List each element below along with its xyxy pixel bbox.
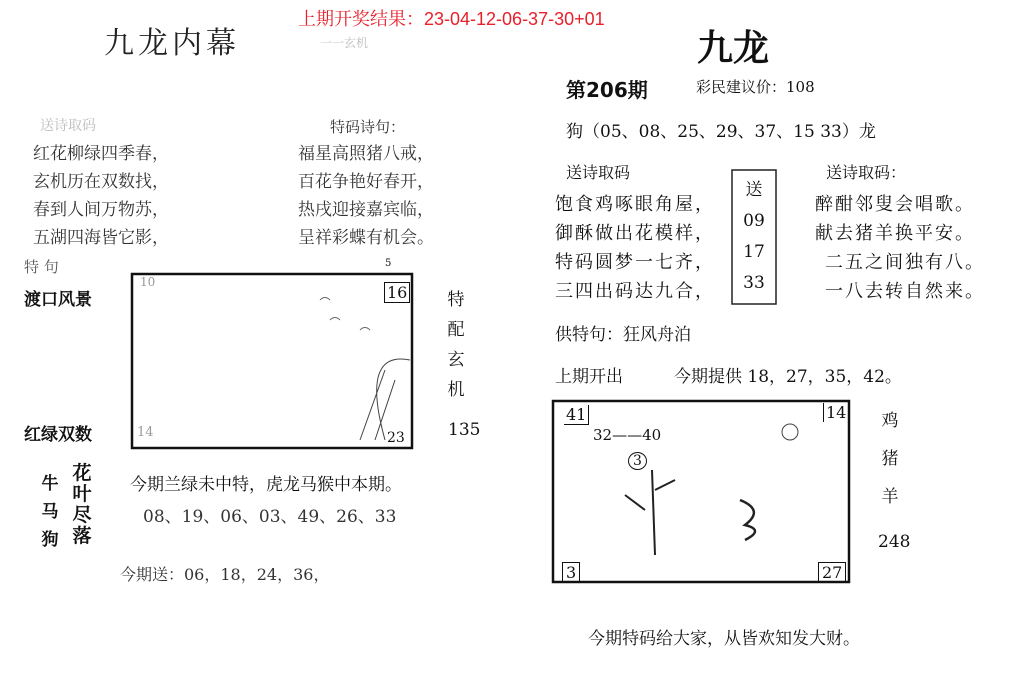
corner-bottom-left: 14 <box>137 425 154 440</box>
footer-line: 今期特码给大家，从皆欢知发大财。 <box>588 629 860 649</box>
char: 机 <box>447 380 465 400</box>
left-line1: 今期兰绿未中特，虎龙马猴中本期。 <box>130 475 402 495</box>
poem-line: 五湖四海皆它影， <box>33 228 169 248</box>
poem-line: 饱食鸡啄眼角屋， <box>555 194 715 215</box>
char: 叶 <box>72 483 92 505</box>
provide-line: 今期提供 18，27，35，42。 <box>674 367 902 387</box>
left-title: 九龙内幕 <box>104 26 240 61</box>
right-side-vertical <box>880 402 900 516</box>
char: 配 <box>447 320 465 340</box>
send-number: 17 <box>743 242 765 262</box>
char: 花 <box>72 462 92 484</box>
char: 牛 <box>41 474 59 494</box>
right-title: 九龙 <box>697 27 770 69</box>
poem-line: 红花柳绿四季春， <box>33 144 169 164</box>
poem-line: 百花争艳好春开， <box>298 172 434 192</box>
poem-line: 御酥做出花模样， <box>555 223 715 244</box>
right-poem-a <box>555 190 715 306</box>
poem-line: 二五之间独有八。 <box>825 252 985 273</box>
circle-number: 3 <box>628 452 647 470</box>
right-poem-right-title: 送诗取码： <box>826 163 907 182</box>
special-title: 特 句 <box>24 258 59 276</box>
range-label: 32——40 <box>593 426 662 444</box>
left-side-vertical <box>446 285 466 405</box>
right-poem-b <box>815 190 985 306</box>
send-label: 送 <box>745 180 763 200</box>
poem-line: 一八去转自然来。 <box>825 281 985 302</box>
char: 马 <box>41 502 59 522</box>
left-poem-title: 送诗取码 <box>40 118 96 134</box>
right-poem-title: 送诗取码 <box>566 163 631 182</box>
issue-number: 第206期 <box>566 78 648 102</box>
numbers-line: 狗（05、08、25、29、37、15 33）龙 <box>566 122 876 142</box>
send-number: 09 <box>743 211 765 231</box>
last-result: 上期开奖结果：23-04-12-06-37-30+01 <box>298 9 605 29</box>
left-subtitle: 一一玄机 <box>320 36 369 50</box>
corner-top-left: 41 <box>564 405 589 425</box>
last-out: 上期开出 <box>555 367 623 387</box>
send-number: 33 <box>743 273 765 293</box>
poem-line: 献去猪羊换平安。 <box>815 223 975 244</box>
corner-bottom-right: 23 <box>387 430 405 446</box>
poem-line: 呈祥彩蝶有机会。 <box>298 228 434 248</box>
poem-line: 春到人间万物苏， <box>33 200 169 220</box>
right-side-number: 248 <box>878 532 911 552</box>
poem-line: 热戌迎接嘉宾临， <box>298 200 434 220</box>
corner-top-mark: 5 <box>385 258 392 269</box>
left-poem-right-title: 特码诗句： <box>330 118 406 136</box>
char: 猪 <box>881 449 899 469</box>
poem-line: 三四出码达九合， <box>555 281 715 302</box>
char: 羊 <box>881 487 899 507</box>
char: 玄 <box>447 350 465 370</box>
poem-line: 醉酣邻叟会唱歌。 <box>815 194 975 215</box>
poem-line: 玄机历在双数找， <box>33 172 169 192</box>
char: 尽 <box>72 504 92 526</box>
corner-top-right: 16 <box>384 282 410 303</box>
zodiac-column <box>40 470 60 554</box>
poem-line: 特码圆梦一七齐， <box>555 252 715 273</box>
send-box <box>732 175 776 299</box>
corner-bottom-right: 27 <box>818 562 846 583</box>
flower-column <box>72 463 92 547</box>
char: 鸡 <box>881 411 899 431</box>
char: 落 <box>72 525 92 547</box>
left-side-number: 135 <box>448 420 481 440</box>
corner-top-left: 10 <box>140 275 156 289</box>
poem-line: 福星高照猪八戒， <box>298 144 434 164</box>
left-line2: 08、19、06、03、49、26、33 <box>143 507 397 527</box>
special-phrase: 渡口风景 <box>24 290 92 310</box>
red-green: 红绿双数 <box>24 425 92 445</box>
char: 特 <box>447 290 465 310</box>
corner-bottom-left: 3 <box>562 562 580 583</box>
char: 狗 <box>41 530 59 550</box>
price: 彩民建议价：108 <box>696 78 815 96</box>
corner-top-right: 14 <box>823 403 848 422</box>
left-line3: 今期送：06，18，24，36， <box>120 565 330 584</box>
special-line: 供特句：狂风舟泊 <box>555 325 691 345</box>
